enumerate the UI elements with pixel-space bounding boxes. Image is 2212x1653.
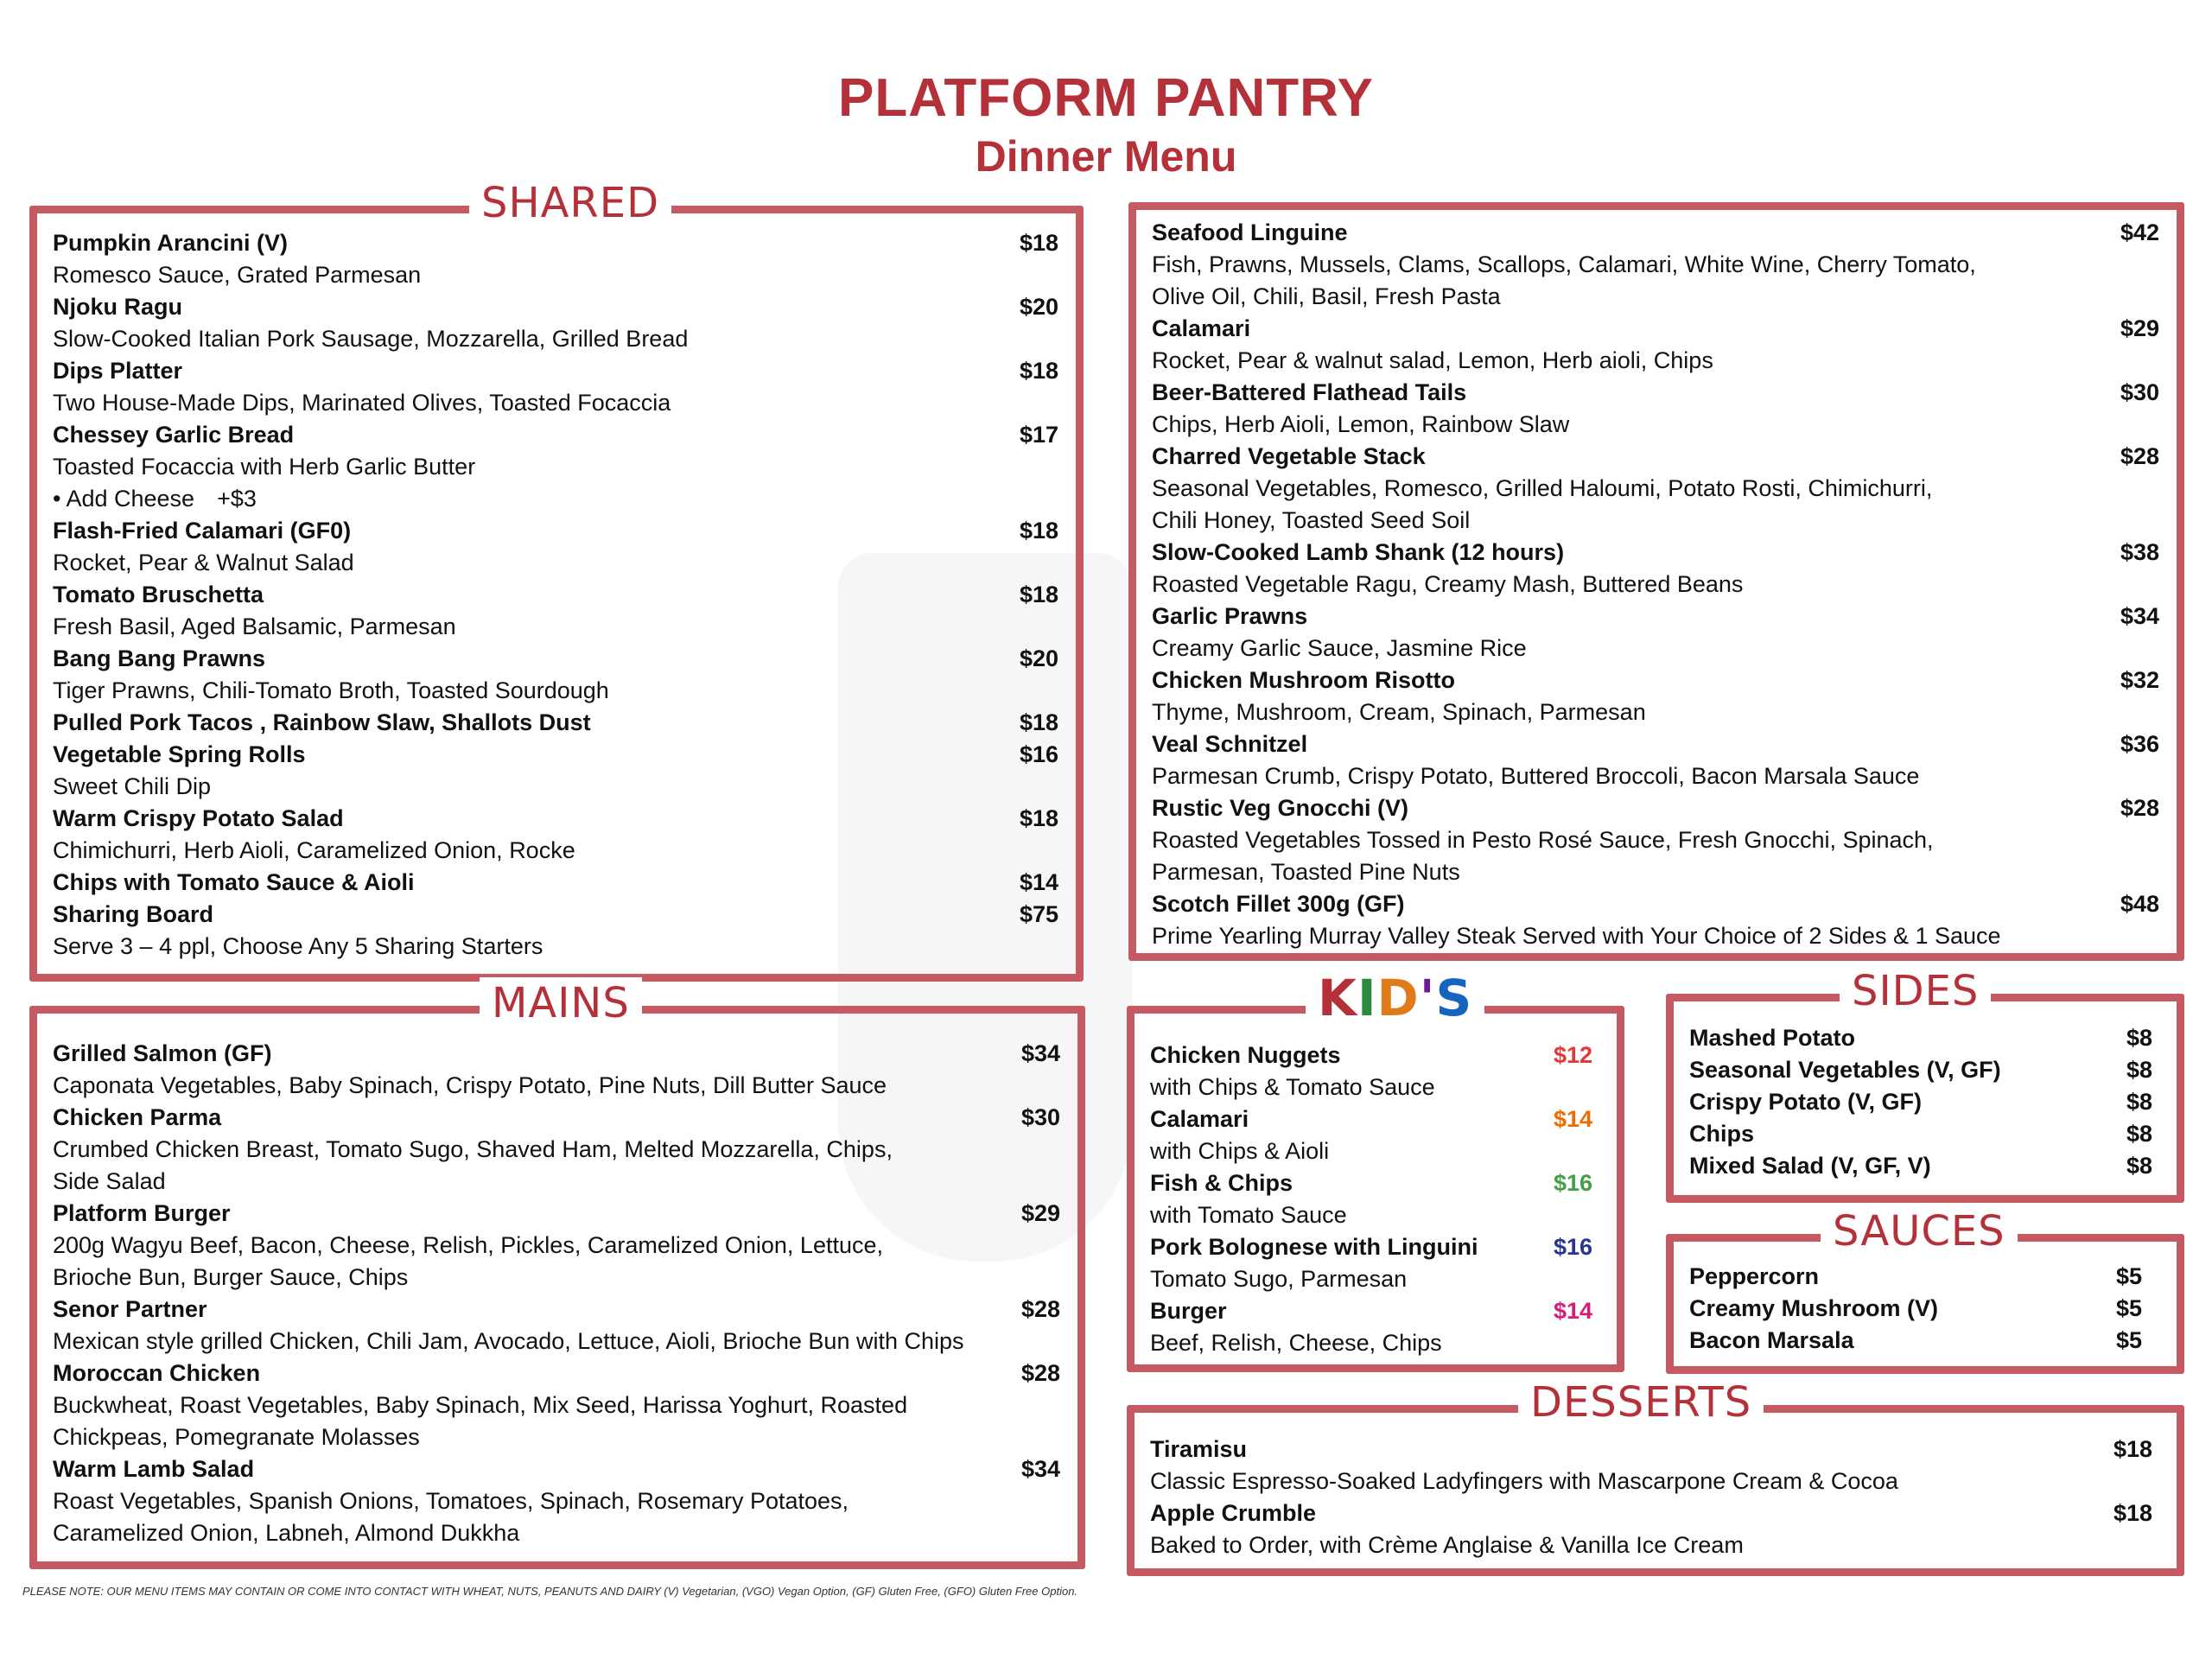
- menu-item-price: $16: [1553, 1234, 1592, 1260]
- menu-item-name: Warm Crispy Potato Salad: [53, 805, 344, 831]
- menu-item-price: $5: [2115, 1263, 2142, 1289]
- menu-item: [1150, 1497, 2152, 1561]
- menu-item-name: Apple Crumble: [1150, 1500, 1317, 1526]
- menu-item-name: Chips: [1689, 1121, 1755, 1147]
- menu-item-description: Olive Oil, Chili, Basil, Fresh Pasta: [1152, 283, 1501, 309]
- menu-item-description: Crumbed Chicken Breast, Tomato Sugo, Shaved Ham, Melted Mozzarella, Chips,: [53, 1136, 893, 1162]
- menu-item-addon: [53, 483, 1058, 515]
- menu-item: [1152, 792, 2159, 888]
- menu-item: [53, 1453, 1060, 1549]
- menu-item-price: $18: [1019, 518, 1058, 544]
- menu-item-row: [53, 1198, 1060, 1230]
- menu-item: [1689, 1325, 2142, 1357]
- menu-item-price: $18: [2113, 1500, 2152, 1526]
- menu-item: [53, 867, 1058, 899]
- menu-item-row: [1689, 1325, 2142, 1357]
- menu-item: [1689, 1054, 2152, 1086]
- menu-item: [1689, 1293, 2142, 1325]
- menu-item: [53, 899, 1058, 963]
- menu-item-name: Pork Bolognese with Linguini: [1150, 1234, 1478, 1260]
- menu-item-name: Tomato Bruschetta: [53, 582, 264, 607]
- menu-item-name: Crispy Potato (V, GF): [1689, 1089, 1923, 1115]
- menu-item-row: [1152, 377, 2159, 409]
- menu-item-price: $5: [2115, 1295, 2142, 1321]
- sides-list: [1689, 1022, 2152, 1182]
- menu-item-description: with Chips & Tomato Sauce: [1150, 1074, 1435, 1100]
- menu-item-name: Seafood Linguine: [1152, 219, 1348, 245]
- menu-item-price: $18: [2113, 1436, 2152, 1462]
- menu-item-description: Baked to Order, with Crème Anglaise & Vanilla Ice Cream: [1150, 1532, 1744, 1558]
- menu-item-description: with Tomato Sauce: [1150, 1202, 1347, 1228]
- mains-list: [53, 1038, 1060, 1549]
- menu-item-price: $8: [2126, 1153, 2152, 1179]
- menu-item: [53, 515, 1058, 579]
- menu-item-name: Creamy Mushroom (V): [1689, 1295, 1939, 1321]
- sauces-section: [1666, 1207, 2184, 1374]
- menu-item-name: Mixed Salad (V, GF, V): [1689, 1153, 1931, 1179]
- menu-item-row: [53, 899, 1058, 931]
- menu-item-row: [53, 1038, 1060, 1070]
- menu-item-description: Fish, Prawns, Mussels, Clams, Scallops, Calamari, White Wine, Cherry Tomato,: [1152, 251, 1976, 277]
- kids-title-apostrophe: ': [1419, 969, 1436, 1027]
- menu-item-name: Slow-Cooked Lamb Shank (12 hours): [1152, 539, 1565, 565]
- menu-item-price: $8: [2126, 1089, 2152, 1115]
- sauces-title: SAUCES: [1821, 1205, 2018, 1257]
- menu-item-description: Romesco Sauce, Grated Parmesan: [53, 262, 422, 288]
- menu-item-price: $12: [1553, 1042, 1592, 1068]
- menu-item-price: $8: [2126, 1025, 2152, 1051]
- menu-item: [53, 419, 1058, 515]
- menu-item: [53, 355, 1058, 419]
- menu-item-row: [1152, 792, 2159, 824]
- menu-item-price: $20: [1019, 645, 1058, 671]
- shared-title: SHARED: [469, 177, 671, 229]
- menu-item: [1150, 1103, 1592, 1167]
- menu-item-description: with Chips & Aioli: [1150, 1138, 1330, 1164]
- menu-item: [1152, 888, 2159, 952]
- menu-item-description: Chili Honey, Toasted Seed Soil: [1152, 507, 1471, 533]
- menu-item-name: Fish & Chips: [1150, 1170, 1294, 1196]
- menu-item-price: $34: [1020, 1456, 1060, 1482]
- menu-item-price: $5: [2115, 1327, 2142, 1353]
- menu-item-description: Roasted Vegetables Tossed in Pesto Rosé Sauce, Fresh Gnocchi, Spinach,: [1152, 827, 1934, 853]
- menu-item-row: [1150, 1103, 1592, 1135]
- menu-item-name: Pulled Pork Tacos , Rainbow Slaw, Shallots Dust: [53, 709, 591, 735]
- menu-item-name: Chessey Garlic Bread: [53, 422, 295, 448]
- menu-item-price: $28: [2120, 443, 2159, 469]
- brand-title: PLATFORM PANTRY: [837, 68, 1374, 128]
- menu-item-price: $16: [1019, 741, 1058, 767]
- menu-item-row: [53, 1294, 1060, 1326]
- kids-title: [1306, 969, 1484, 1027]
- menu-item-name: Warm Lamb Salad: [53, 1456, 255, 1482]
- menu-item-row: [1152, 601, 2159, 633]
- menu-item: [53, 803, 1058, 867]
- menu-item: [53, 227, 1058, 291]
- menu-item-row: [53, 227, 1058, 259]
- menu-item-description: Caramelized Onion, Labneh, Almond Dukkha: [53, 1520, 520, 1546]
- menu-item-description: Two House-Made Dips, Marinated Olives, Toasted Focaccia: [53, 390, 671, 416]
- menu-item-row: [53, 803, 1058, 835]
- desserts-list: [1150, 1434, 2152, 1561]
- kids-list: [1150, 1039, 1592, 1359]
- menu-item-price: $14: [1019, 869, 1058, 895]
- menu-item-description: Thyme, Mushroom, Cream, Spinach, Parmesan: [1152, 699, 1646, 725]
- menu-item-price: $14: [1553, 1298, 1592, 1324]
- menu-item-row: [1150, 1039, 1592, 1071]
- allergen-note: PLEASE NOTE: OUR MENU ITEMS MAY CONTAIN OR COME INTO CONTACT WITH WHEAT, NUTS, PEANUTS AND DAIRY (V) Vegetarian, (VGO) Vegan Option, (GF) Gluten Free, (GFO) Gluten Free Option.: [22, 1585, 1078, 1598]
- menu-item: [1689, 1118, 2152, 1150]
- menu-item-row: [1689, 1293, 2142, 1325]
- menu-item-row: [1689, 1022, 2152, 1054]
- mains-right-list: [1152, 217, 2159, 952]
- menu-item-description: Creamy Garlic Sauce, Jasmine Rice: [1152, 635, 1527, 661]
- menu-item: [1150, 1434, 2152, 1497]
- menu-item-description: Chips, Herb Aioli, Lemon, Rainbow Slaw: [1152, 411, 1570, 437]
- menu-item-name: Beer-Battered Flathead Tails: [1152, 379, 1467, 405]
- menu-item-name: Bacon Marsala: [1689, 1327, 1854, 1353]
- menu-item-row: [53, 1102, 1060, 1134]
- menu-item-name: Scotch Fillet 300g (GF): [1152, 891, 1405, 917]
- menu-item-row: [1152, 537, 2159, 569]
- menu-item-row: [53, 739, 1058, 771]
- menu-item-row: [53, 515, 1058, 547]
- menu-item: [1150, 1295, 1592, 1359]
- menu-item-description: Parmesan Crumb, Crispy Potato, Buttered Broccoli, Bacon Marsala Sauce: [1152, 763, 1920, 789]
- menu-item-price: $16: [1553, 1170, 1592, 1196]
- mains-right-section: [1128, 202, 2184, 961]
- menu-item-name: Senor Partner: [53, 1296, 207, 1322]
- menu-item-row: [53, 579, 1058, 611]
- menu-item-name: Veal Schnitzel: [1152, 731, 1308, 757]
- menu-item-row: [1689, 1086, 2152, 1118]
- menu-item-description: Slow-Cooked Italian Pork Sausage, Mozzarella, Grilled Bread: [53, 326, 689, 352]
- sides-section: [1666, 967, 2184, 1203]
- sauces-list: [1689, 1261, 2142, 1357]
- addon-label: • Add Cheese: [53, 486, 195, 512]
- menu-item-description: Prime Yearling Murray Valley Steak Served with Your Choice of 2 Sides & 1 Sauce: [1152, 923, 2001, 949]
- menu-item-description: Chimichurri, Herb Aioli, Caramelized Onion, Rocke: [53, 837, 575, 863]
- menu-item: [1150, 1231, 1592, 1295]
- menu-item-description: Sweet Chili Dip: [53, 773, 212, 799]
- menu-item-price: $30: [1020, 1104, 1060, 1130]
- menu-item: [53, 1102, 1060, 1198]
- menu-item-name: Pumpkin Arancini (V): [53, 230, 289, 256]
- menu-item-price: $18: [1019, 358, 1058, 384]
- menu-item-description: Side Salad: [53, 1168, 166, 1194]
- menu-item: [1152, 377, 2159, 441]
- menu-item-name: Njoku Ragu: [53, 294, 183, 320]
- menu-item-price: $29: [1020, 1200, 1060, 1226]
- menu-item-price: $75: [1019, 901, 1058, 927]
- menu-item-price: $36: [2120, 731, 2159, 757]
- menu-item: [53, 1198, 1060, 1294]
- menu-item-price: $30: [2120, 379, 2159, 405]
- menu-item-description: Tomato Sugo, Parmesan: [1150, 1266, 1408, 1292]
- menu-subtitle: Dinner Menu: [975, 132, 1237, 181]
- menu-item: [1150, 1167, 1592, 1231]
- menu-item-name: Platform Burger: [53, 1200, 231, 1226]
- menu-item: [1689, 1150, 2152, 1182]
- kids-title-i: I: [1357, 969, 1377, 1027]
- menu-item-description: Tiger Prawns, Chili-Tomato Broth, Toasted Sourdough: [53, 677, 609, 703]
- menu-item-price: $34: [1020, 1040, 1060, 1066]
- menu-item-row: [53, 867, 1058, 899]
- menu-item: [53, 643, 1058, 707]
- menu-item-name: Bang Bang Prawns: [53, 645, 266, 671]
- menu-item: [1689, 1261, 2142, 1293]
- menu-item-description: Seasonal Vegetables, Romesco, Grilled Haloumi, Potato Rosti, Chimichurri,: [1152, 475, 1933, 501]
- kids-title-k: K: [1318, 969, 1357, 1027]
- menu-item: [53, 291, 1058, 355]
- menu-item-price: $48: [2120, 891, 2159, 917]
- menu-item-row: [1689, 1150, 2152, 1182]
- sides-title: SIDES: [1840, 965, 1991, 1017]
- menu-item-description: Fresh Basil, Aged Balsamic, Parmesan: [53, 614, 456, 639]
- menu-item-name: Flash-Fried Calamari (GF0): [53, 518, 352, 544]
- menu-item-name: Burger: [1150, 1298, 1227, 1324]
- menu-item: [1152, 217, 2159, 313]
- menu-item-row: [53, 419, 1058, 451]
- menu-item-description: Roasted Vegetable Ragu, Creamy Mash, Buttered Beans: [1152, 571, 1744, 597]
- menu-item-price: $8: [2126, 1121, 2152, 1147]
- menu-item: [53, 1357, 1060, 1453]
- kids-section: [1127, 969, 1624, 1372]
- menu-item: [53, 1038, 1060, 1102]
- menu-item-description: Caponata Vegetables, Baby Spinach, Crispy Potato, Pine Nuts, Dill Butter Sauce: [53, 1072, 887, 1098]
- menu-item: [1152, 601, 2159, 664]
- menu-item-description: Brioche Bun, Burger Sauce, Chips: [53, 1264, 409, 1290]
- menu-item-description: Mexican style grilled Chicken, Chili Jam, Avocado, Lettuce, Aioli, Brioche Bun with Chips: [53, 1328, 964, 1354]
- menu-item-name: Seasonal Vegetables (V, GF): [1689, 1057, 2001, 1083]
- menu-item-row: [1152, 441, 2159, 473]
- menu-item-name: Charred Vegetable Stack: [1152, 443, 1426, 469]
- menu-item-description: Serve 3 – 4 ppl, Choose Any 5 Sharing Starters: [53, 933, 543, 959]
- menu-item-row: [1150, 1295, 1592, 1327]
- menu-item-description: Buckwheat, Roast Vegetables, Baby Spinach, Mix Seed, Harissa Yoghurt, Roasted: [53, 1392, 908, 1418]
- menu-item: [1689, 1022, 2152, 1054]
- menu-item: [53, 579, 1058, 643]
- menu-item: [1150, 1039, 1592, 1103]
- menu-item-price: $17: [1019, 422, 1058, 448]
- menu-item-row: [1689, 1118, 2152, 1150]
- shared-list: [53, 227, 1058, 963]
- menu-item-row: [1150, 1167, 1592, 1199]
- menu-item-row: [53, 643, 1058, 675]
- menu-item-row: [53, 1453, 1060, 1485]
- menu-item-description: Roast Vegetables, Spanish Onions, Tomatoes, Spinach, Rosemary Potatoes,: [53, 1488, 849, 1514]
- menu-item-row: [53, 355, 1058, 387]
- addon-price: +$3: [217, 486, 257, 512]
- menu-item-name: Moroccan Chicken: [53, 1360, 261, 1386]
- kids-title-d: D: [1376, 969, 1420, 1027]
- menu-item-row: [1150, 1231, 1592, 1263]
- menu-item-description: Chickpeas, Pomegranate Molasses: [53, 1424, 420, 1450]
- menu-item-description: 200g Wagyu Beef, Bacon, Cheese, Relish, Pickles, Caramelized Onion, Lettuce,: [53, 1232, 884, 1258]
- shared-section: [29, 179, 1084, 982]
- menu-item-row: [53, 707, 1058, 739]
- menu-item-name: Vegetable Spring Rolls: [53, 741, 306, 767]
- menu-item-row: [1152, 888, 2159, 920]
- menu-item-name: Chicken Mushroom Risotto: [1152, 667, 1456, 693]
- menu-item-name: Dips Platter: [53, 358, 183, 384]
- desserts-section: [1127, 1378, 2184, 1576]
- mains-title: MAINS: [480, 977, 642, 1029]
- menu-item-price: $28: [1020, 1296, 1060, 1322]
- menu-item-price: $28: [2120, 795, 2159, 821]
- menu-item: [1152, 441, 2159, 537]
- desserts-title: DESSERTS: [1518, 1376, 1764, 1428]
- menu-item-name: Mashed Potato: [1689, 1025, 1856, 1051]
- menu-item-row: [1152, 313, 2159, 345]
- menu-item-row: [1689, 1261, 2142, 1293]
- menu-item-row: [1152, 664, 2159, 696]
- menu-item-description: Classic Espresso-Soaked Ladyfingers with Mascarpone Cream & Cocoa: [1150, 1468, 1898, 1494]
- menu-item-price: $18: [1019, 230, 1058, 256]
- menu-item-description: Rocket, Pear & walnut salad, Lemon, Herb aioli, Chips: [1152, 347, 1713, 373]
- menu-item-name: Chicken Parma: [53, 1104, 222, 1130]
- menu-item-price: $8: [2126, 1057, 2152, 1083]
- menu-item-price: $18: [1019, 805, 1058, 831]
- menu-item-price: $29: [2120, 315, 2159, 341]
- menu-item-name: Tiramisu: [1150, 1436, 1248, 1462]
- menu-item: [1152, 313, 2159, 377]
- menu-item-name: Calamari: [1152, 315, 1251, 341]
- menu-item-row: [1150, 1434, 2152, 1465]
- mains-section: [29, 979, 1085, 1569]
- menu-item-name: Peppercorn: [1689, 1263, 1820, 1289]
- menu-item-row: [53, 1357, 1060, 1389]
- menu-item: [1152, 664, 2159, 728]
- menu-item-description: Beef, Relish, Cheese, Chips: [1150, 1330, 1442, 1356]
- menu-item-price: $34: [2120, 603, 2159, 629]
- menu-item-price: $32: [2120, 667, 2159, 693]
- menu-item-name: Grilled Salmon (GF): [53, 1040, 272, 1066]
- menu-item-row: [1689, 1054, 2152, 1086]
- menu-item-price: $28: [1020, 1360, 1060, 1386]
- menu-item-price: $14: [1553, 1106, 1592, 1132]
- menu-item-price: $18: [1019, 709, 1058, 735]
- menu-item-price: $42: [2120, 219, 2159, 245]
- menu-item-row: [53, 291, 1058, 323]
- menu-item-name: Garlic Prawns: [1152, 603, 1308, 629]
- menu-item-description: Rocket, Pear & Walnut Salad: [53, 550, 354, 575]
- menu-item-row: [1152, 217, 2159, 249]
- menu-item: [53, 739, 1058, 803]
- menu-item: [1152, 728, 2159, 792]
- menu-item: [1152, 537, 2159, 601]
- kids-title-s: S: [1435, 969, 1473, 1027]
- menu-item-name: Sharing Board: [53, 901, 214, 927]
- menu-item-price: $18: [1019, 582, 1058, 607]
- menu-item-description: Parmesan, Toasted Pine Nuts: [1152, 859, 1460, 885]
- menu-item: [1689, 1086, 2152, 1118]
- menu-item-row: [1152, 728, 2159, 760]
- menu-item-price: $38: [2120, 539, 2159, 565]
- menu-item-price: $20: [1019, 294, 1058, 320]
- menu-item-description: Toasted Focaccia with Herb Garlic Butter: [53, 454, 476, 480]
- menu-item-name: Rustic Veg Gnocchi (V): [1152, 795, 1409, 821]
- menu-item: [53, 1294, 1060, 1357]
- menu-item: [53, 707, 1058, 739]
- menu-item-name: Calamari: [1150, 1106, 1249, 1132]
- menu-item-name: Chicken Nuggets: [1150, 1042, 1341, 1068]
- menu-item-name: Chips with Tomato Sauce & Aioli: [53, 869, 415, 895]
- menu-item-row: [1150, 1497, 2152, 1529]
